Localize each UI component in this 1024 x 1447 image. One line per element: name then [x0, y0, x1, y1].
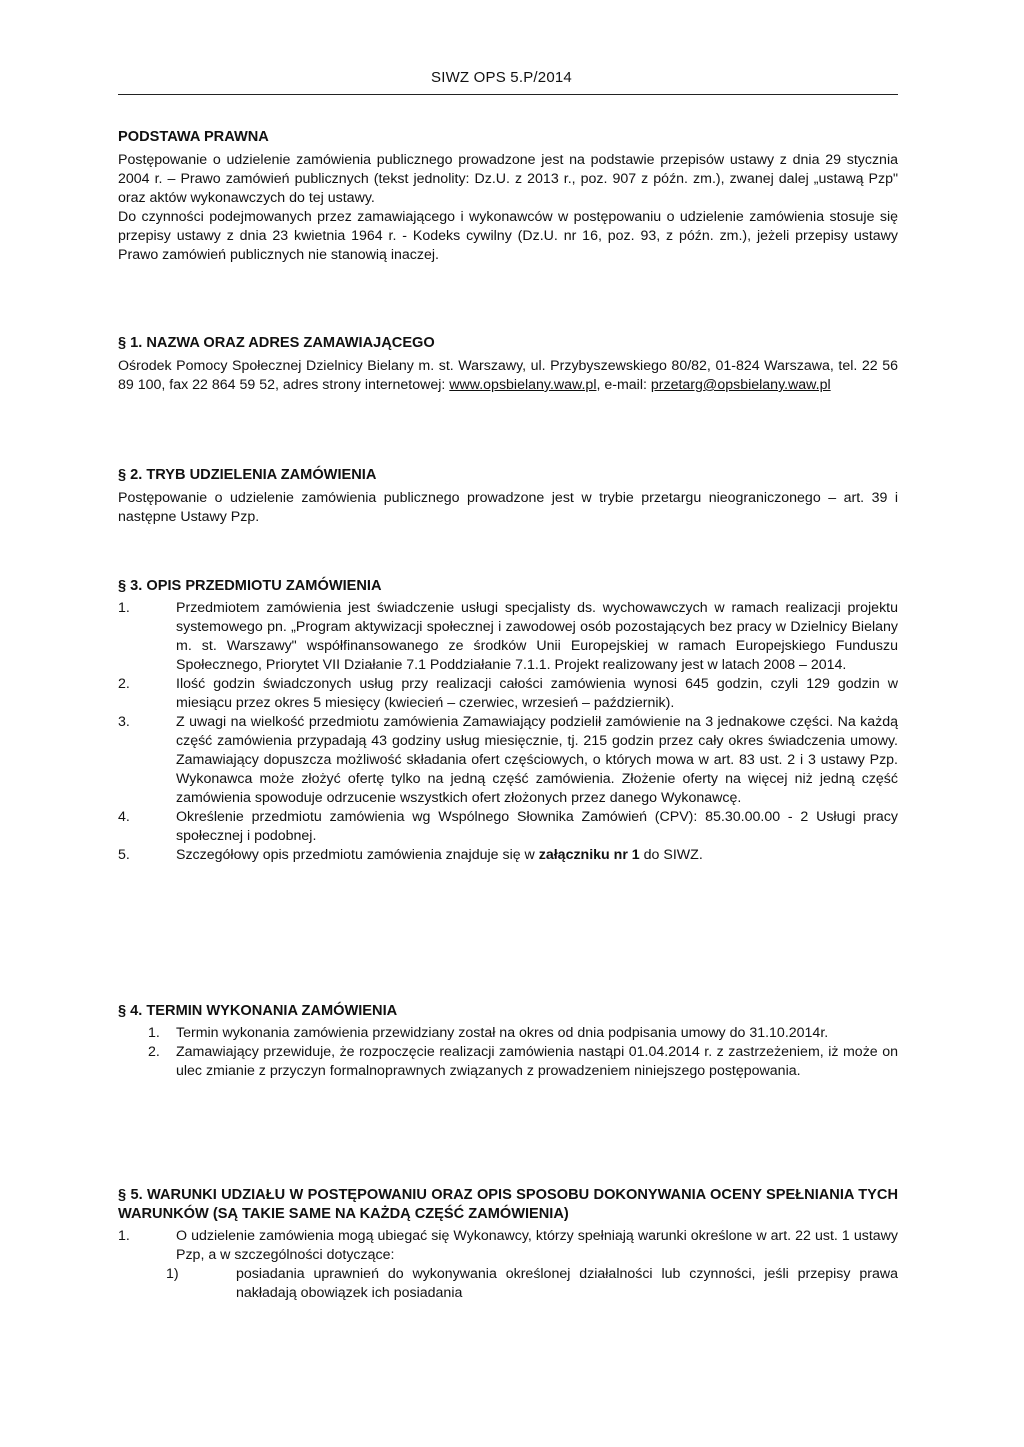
website-link[interactable]: www.opsbielany.waw.pl: [449, 377, 597, 393]
list-item-number: 5.: [118, 847, 130, 863]
list-item-text: Określenie przedmiotu zamówienia wg Wspólnego Słownika Zamówień (CPV): 85.30.00.00 - 2 Usługi pracy społecznej i podobnej.: [176, 809, 898, 844]
document-id: SIWZ OPS 5.P/2014: [431, 69, 572, 86]
sub-list-item: [118, 1265, 898, 1303]
list-item-text: Przedmiotem zamówienia jest świadczenie usługi specjalisty ds. wychowawczych w ramach realizacji projektu systemowego pn. „Program aktywizacji społecznej i zawodowej osób pozostających bez pracy w Dzielnicy Bielany m. st. Warszawy" współfinansowanego ze środków Unii Europejskiej w ramach Europejskiego Funduszu Społecznego, Priorytet VII Działanie 7.1 Poddziałanie 7.1.1. Projekt realizowany jest w latach 2008 – 2014.: [176, 600, 898, 673]
email-label: , e-mail:: [596, 377, 651, 393]
list-item-text: O udzielenie zamówienia mogą ubiegać się Wykonawcy, którzy spełniają warunki określone w art. 22 ust. 1 ustawy Pzp, a w szczególności dotyczące:: [176, 1228, 898, 1263]
section-3-list: [118, 599, 898, 865]
sub-list-item-text: posiadania uprawnień do wykonywania określonej działalności lub czynności, jeśli przepisy prawa nakładają obowiązek ich posiadania: [236, 1266, 898, 1301]
list-item-number: 3.: [118, 714, 130, 730]
list-item-text: Ilość godzin świadczonych usług przy realizacji całości zamówienia wynosi 645 godzin, czyli 129 godzin w miesiącu przez okres 5 miesięcy (kwiecień – czerwiec, wrzesień – październik).: [176, 676, 898, 711]
list-item-number: 2.: [148, 1044, 160, 1060]
list-item-text: Zamawiający przewiduje, że rozpoczęcie realizacji zamówienia nastąpi 01.04.2014 r. z zastrzeżeniem, iż może on ulec zmianie z przyczyn formalnoprawnych związanych z prowadzeniem niniejszego postępowania.: [176, 1044, 898, 1079]
list-item-text: Szczegółowy opis przedmiotu zamówienia znajduje się w: [176, 847, 539, 863]
list-item-number: 1.: [118, 600, 130, 616]
list-item: [118, 1227, 898, 1265]
section-3-heading: § 3. OPIS PRZEDMIOTU ZAMÓWIENIA: [118, 578, 382, 594]
list-item-number: 1.: [148, 1025, 160, 1041]
legal-basis-paragraph-2: Do czynności podejmowanych przez zamawiającego i wykonawców w postępowaniu o udzielenie zamówienia stosuje się przepisy ustawy z dnia 23 kwietnia 1964 r. - Kodeks cywilny (Dz.U. nr 16, poz. 93, z późn. zm.), jeżeli przepisy ustawy Prawo zamówień publicznych nie stanowią inaczej.: [118, 209, 898, 263]
contracting-authority-address: [118, 357, 898, 395]
list-item-text-end: do SIWZ.: [639, 847, 703, 863]
sub-list-item-number: 1): [166, 1266, 179, 1282]
list-item: [118, 1024, 898, 1043]
list-item-number: 2.: [118, 676, 130, 692]
section-5: [118, 1186, 898, 1303]
section-4-heading: § 4. TERMIN WYKONANIA ZAMÓWIENIA: [118, 1003, 398, 1019]
attachment-reference: załączniku nr 1: [538, 847, 640, 863]
section-4: [118, 1002, 898, 1081]
header-divider: [118, 94, 898, 95]
legal-basis-paragraph-1: Postępowanie o udzielenie zamówienia publicznego prowadzone jest na podstawie przepisów ustawy z dnia 29 stycznia 2004 r. – Prawo zamówień publicznych (tekst jednolity: Dz.U. z 2013 r., poz. 907 z późn. zm.), zwanej dalej „ustawą Pzp" oraz aktów wykonawczych do tej ustawy.: [118, 152, 898, 206]
legal-basis-heading: PODSTAWA PRAWNA: [118, 129, 269, 145]
section-2-heading: § 2. TRYB UDZIELENIA ZAMÓWIENIA: [118, 467, 377, 483]
email-link[interactable]: przetarg@opsbielany.waw.pl: [650, 377, 831, 393]
procedure-mode-text: Postępowanie o udzielenie zamówienia publicznego prowadzone jest w trybie przetargu nieograniczonego – art. 39 i następne Ustawy Pzp.: [118, 490, 898, 525]
section-5-heading: § 5. WARUNKI UDZIAŁU W POSTĘPOWANIU ORAZ OPIS SPOSOBU DOKONYWANIA OCENY SPEŁNIANIA TYCH WARUNKÓW (SĄ TAKIE SAME NA KAŻDĄ CZĘŚĆ ZAMÓWIENIA): [118, 1187, 898, 1222]
list-item-number: 1.: [118, 1228, 130, 1244]
list-item: [118, 808, 898, 846]
list-item: [118, 599, 898, 675]
list-item-text: Termin wykonania zamówienia przewidziany został na okres od dnia podpisania umowy do 31.10.2014r.: [176, 1025, 829, 1041]
section-1-heading: § 1. NAZWA ORAZ ADRES ZAMAWIAJĄCEGO: [118, 335, 435, 351]
section-2: [118, 466, 898, 527]
list-item-text: Z uwagi na wielkość przedmiotu zamówienia Zamawiający podzielił zamówienie na 3 jednakowe części. Na każdą część zamówienia przypadają 43 godziny usług miesięcznie, tj. 215 godzin przez cały okres świadczenia umowy. Zamawiający dopuszcza możliwość składania ofert częściowych, o których mowa w art. 83 ust. 2 i 3 ustawy Pzp. Wykonawca może złożyć ofertę tylko na jedną część zamówienia. Złożenie oferty na więcej niż jedną część zamówienia spowoduje odrzucenie wszystkich ofert złożonych przez danego Wykonawcę.: [176, 714, 898, 806]
list-item-number: 4.: [118, 809, 130, 825]
section-5-list: [118, 1227, 898, 1303]
section-1: [118, 334, 898, 395]
list-item: [118, 713, 898, 808]
list-item: [118, 1043, 898, 1081]
list-item: [118, 846, 898, 865]
section-3: [118, 577, 898, 865]
section-4-list: [118, 1024, 898, 1081]
address-text: Ośrodek Pomocy Społecznej Dzielnicy Bielany m. st. Warszawy, ul. Przybyszewskiego 80/82, 01-824 Warszawa, tel. 22 56 89 100, fax 22 864 59 52, adres strony internetowej:: [118, 358, 898, 393]
legal-basis-section: [118, 128, 898, 265]
list-item: [118, 675, 898, 713]
